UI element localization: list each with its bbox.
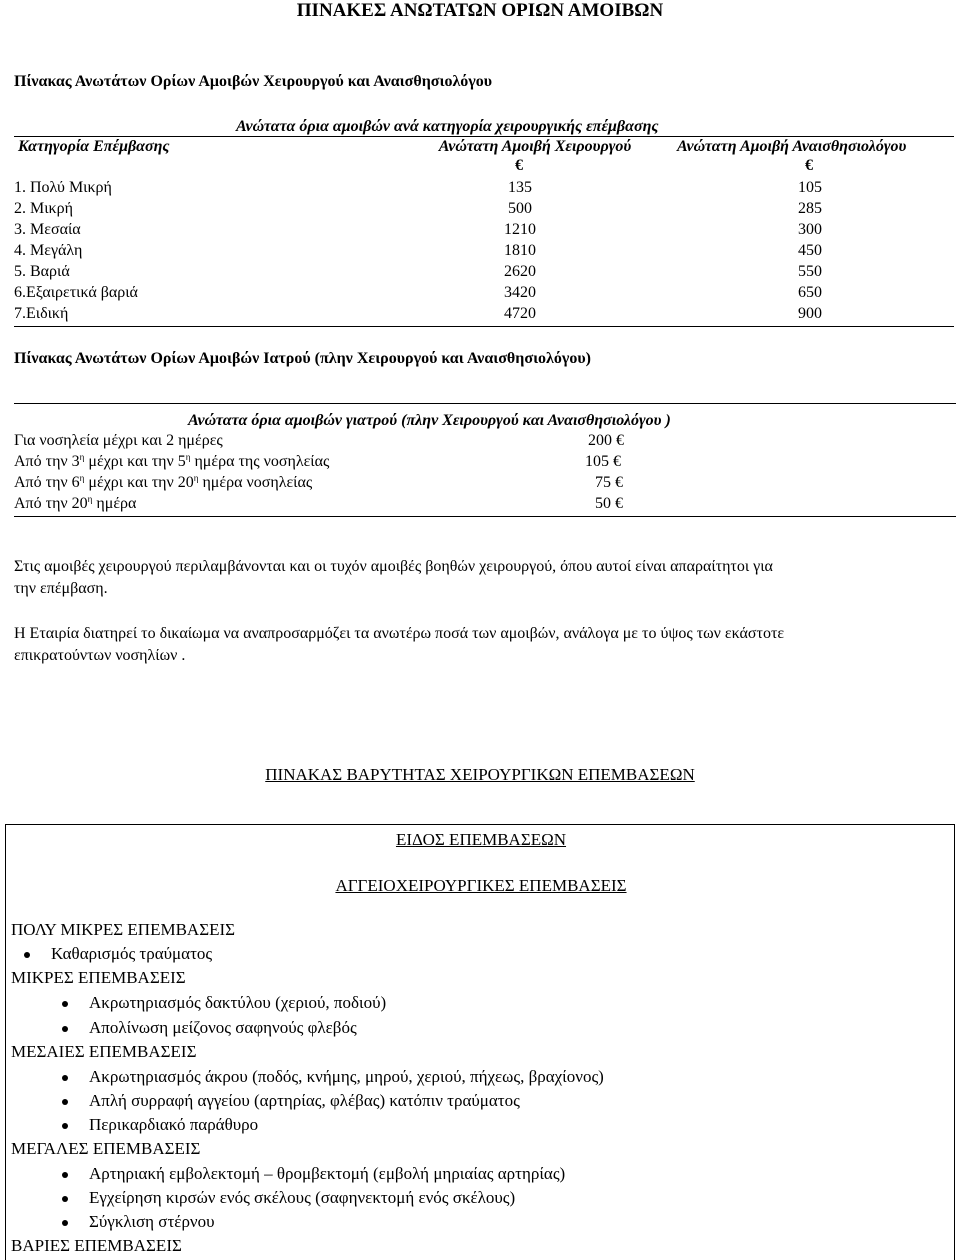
row-category: 3. Μεσαία [14, 221, 81, 238]
row-anesthesiologist-fee: 450 [798, 242, 822, 259]
table-divider [14, 403, 956, 404]
procedure-name: Ακρωτηριασμός άκρου (ποδός, κνήμης, μηρού, χεριού, πήχεως, βραχίονος) [89, 1067, 604, 1086]
category-small: ΜΙΚΡΕΣ ΕΠΕΜΒΑΣΕΙΣ [11, 968, 186, 987]
doctor-table-heading: Πίνακας Ανωτάτων Ορίων Αμοιβών Ιατρού (πλην Χειρουργού και Αναισθησιολόγου) [14, 350, 591, 367]
row-label: Από την $6^\eta$ μέχρι και την $20^\eta$ ημέρα νοσηλείας [14, 473, 313, 491]
currency-surgeon: € [515, 157, 523, 174]
row-surgeon-fee: 135 [508, 179, 532, 196]
surgeon-table-heading: Πίνακας Ανωτάτων Ορίων Αμοιβών Χειρουργού και Αναισθησιολόγου [14, 73, 493, 90]
procedure-name: Εγχείρηση κιρσών ενός σκέλους (σαφηνεκτομή ενός σκέλους) [89, 1188, 516, 1207]
row-surgeon-fee: 4720 [504, 305, 536, 322]
row-fee: 200 € [588, 432, 624, 449]
severity-table-title: ΠΙΝΑΚΑΣ ΒΑΡΥΤΗΤΑΣ ΧΕΙΡΟΥΡΓΙΚΩΝ ΕΠΕΜΒΑΣΕΩΝ [265, 765, 695, 784]
category-heavy: ΒΑΡΙΕΣ ΕΠΕΜΒΑΣΕΙΣ [11, 1236, 182, 1255]
row-anesthesiologist-fee: 550 [798, 263, 822, 280]
category-medium: ΜΕΣΑΙΕΣ ΕΠΕΜΒΑΣΕΙΣ [11, 1042, 197, 1061]
procedure-kind-heading: ΕΙΔΟΣ ΕΠΕΜΒΑΣΕΩΝ [395, 830, 567, 849]
bullet-icon [62, 1196, 68, 1202]
row-surgeon-fee: 1210 [504, 221, 536, 238]
row-category: 4. Μεγάλη [14, 242, 83, 259]
procedure-name: Σύγκλιση στέρνου [89, 1212, 215, 1231]
note-assistants-line2: την επέμβαση. [14, 580, 108, 597]
procedure-name: Περικαρδιακό παράθυρο [89, 1115, 259, 1134]
row-surgeon-fee: 2620 [504, 263, 536, 280]
row-surgeon-fee: 1810 [504, 242, 536, 259]
bullet-icon [62, 1026, 68, 1032]
procedure-name: Ακρωτηριασμός δακτύλου (χεριού, ποδιού) [89, 993, 387, 1012]
row-surgeon-fee: 500 [508, 200, 532, 217]
procedure-name: Απολίνωση μείζονος σαφηνούς φλεβός [89, 1018, 357, 1037]
bullet-icon [62, 1001, 68, 1007]
bullet-icon [62, 1172, 68, 1178]
row-anesthesiologist-fee: 650 [798, 284, 822, 301]
bullet-icon [62, 1123, 68, 1129]
bullet-icon [62, 1220, 68, 1226]
row-label: Για νοσηλεία μέχρι και 2 ημέρες [14, 432, 223, 449]
col-header-category: Κατηγορία Επέμβασης [18, 138, 170, 155]
row-fee: 50 € [595, 495, 623, 512]
page-title: ΠΙΝΑΚΕΣ ΑΝΩΤΑΤΩΝ ΟΡΙΩΝ ΑΜΟΙΒΩΝ [296, 0, 664, 21]
row-fee: 105 € [585, 453, 621, 470]
row-anesthesiologist-fee: 300 [798, 221, 822, 238]
row-label: Από την $20^\eta$ ημέρα [14, 494, 137, 512]
row-anesthesiologist-fee: 105 [798, 179, 822, 196]
note-adjustment-line2: επικρατούντων νοσηλίων . [14, 647, 186, 664]
bullet-icon [62, 1099, 68, 1105]
category-large: ΜΕΓΑΛΕΣ ΕΠΕΜΒΑΣΕΙΣ [11, 1139, 201, 1158]
bullet-icon [62, 1075, 68, 1081]
row-category: 2. Μικρή [14, 200, 73, 217]
procedure-name: Αρτηριακή εμβολεκτομή – θρομβεκτομή (εμβολή μηριαίας αρτηρίας) [89, 1164, 566, 1183]
row-category: 5. Βαριά [14, 263, 70, 280]
table-divider [14, 326, 954, 327]
table-divider [14, 516, 956, 517]
procedure-name: Απλή συρραφή αγγείου (αρτηρίας, φλέβας) κατόπιν τραύματος [89, 1091, 520, 1110]
category-very-small: ΠΟΛΥ ΜΙΚΡΕΣ ΕΠΕΜΒΑΣΕΙΣ [11, 920, 236, 939]
surgeon-table-caption: Ανώτατα όρια αμοιβών ανά κατηγορία χειρουργικής επέμβασης [236, 118, 659, 135]
row-fee: 75 € [595, 474, 623, 491]
row-category: 1. Πολύ Μικρή [14, 179, 112, 196]
table-divider [14, 136, 954, 137]
row-anesthesiologist-fee: 285 [798, 200, 822, 217]
row-category: 7.Ειδική [14, 305, 69, 322]
currency-anesthesiologist: € [805, 157, 813, 174]
severity-table [5, 824, 955, 1260]
col-header-anesthesiologist: Ανώτατη Αμοιβή Αναισθησιολόγου [677, 138, 907, 155]
row-surgeon-fee: 3420 [504, 284, 536, 301]
bullet-icon [24, 952, 30, 958]
note-assistants-line1: Στις αμοιβές χειρουργού περιλαμβάνονται και οι τυχόν αμοιβές βοηθών χειρουργού, όπου αυτοί είναι απαραίτητοι για [14, 558, 773, 575]
row-label: Από την $3^\eta$ μέχρι και την $5^\eta$ ημέρα της νοσηλείας [14, 452, 330, 470]
note-adjustment-line1: Η Εταιρία διατηρεί το δικαίωμα να αναπροσαρμόζει τα ανωτέρω ποσά των αμοιβών, ανάλογα με το ύψος των εκάστοτε [14, 625, 785, 642]
procedure-name: Καθαρισμός τραύματος [51, 944, 213, 963]
col-header-surgeon: Ανώτατη Αμοιβή Χειρουργού [438, 138, 632, 155]
vascular-surgery-heading: ΑΓΓΕΙΟΧΕΙΡΟΥΡΓΙΚΕΣ ΕΠΕΜΒΑΣΕΙΣ [335, 876, 627, 895]
row-anesthesiologist-fee: 900 [798, 305, 822, 322]
row-category: 6.Εξαιρετικά βαριά [14, 284, 138, 301]
doctor-table-caption: Ανώτατα όρια αμοιβών γιατρού (πλην Χειρουργού και Αναισθησιολόγου ) [188, 412, 671, 429]
